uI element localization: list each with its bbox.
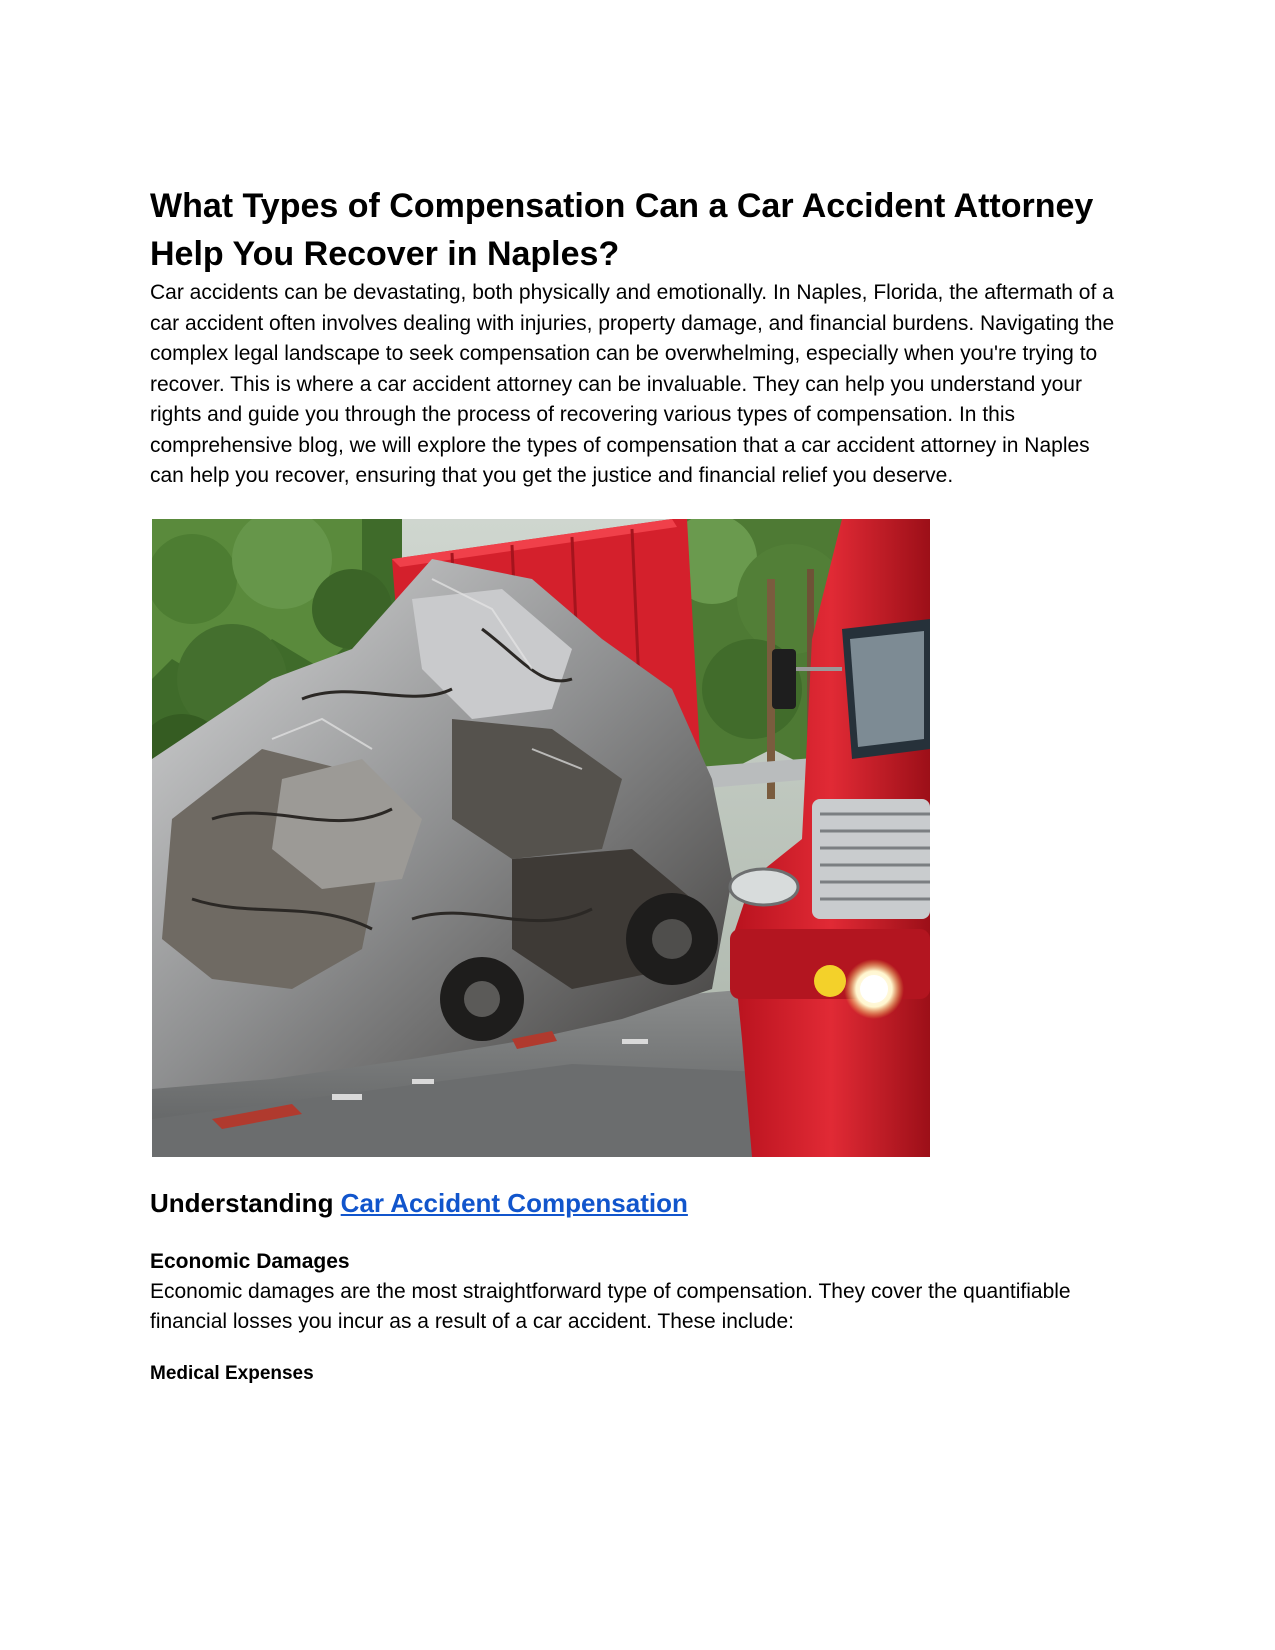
intro-paragraph: Car accidents can be devastating, both physically and emotionally. In Naples, Florida, the aftermath of a car accident often involves dealing with injuries, property damage, and financial burdens. Navigating the complex legal landscape to seek compensation can be overwhelming, especially when you're trying to recover. This is where a car accident attorney can be invaluable. They can help you understand your rights and guide you through the process of recovering various types of compensation. In this comprehensive blog, we will explore the types of compensation that a car accident attorney in Naples can help you recover, ensuring that you get the justice and financial relief you deserve. xyxy=(150,281,1115,487)
economic-damages-heading: Economic Damages xyxy=(150,1249,350,1273)
medical-expenses-heading: Medical Expenses xyxy=(150,1362,314,1384)
photo-illustration xyxy=(152,519,930,1157)
section-heading xyxy=(150,1186,1120,1220)
car-accident-photo xyxy=(152,519,930,1157)
car-accident-compensation-link[interactable]: Car Accident Compensation xyxy=(340,1187,688,1218)
article-content xyxy=(150,182,1120,1387)
economic-damages-paragraph: Economic damages are the most straightforward type of compensation. They cover the quantifiable financial losses you incur as a result of a car accident. These include: xyxy=(150,1279,1071,1333)
article-title: What Types of Compensation Can a Car Accident Attorney Help You Recover in Naples? xyxy=(150,187,1094,273)
section-heading-prefix: Understanding xyxy=(150,1187,341,1218)
